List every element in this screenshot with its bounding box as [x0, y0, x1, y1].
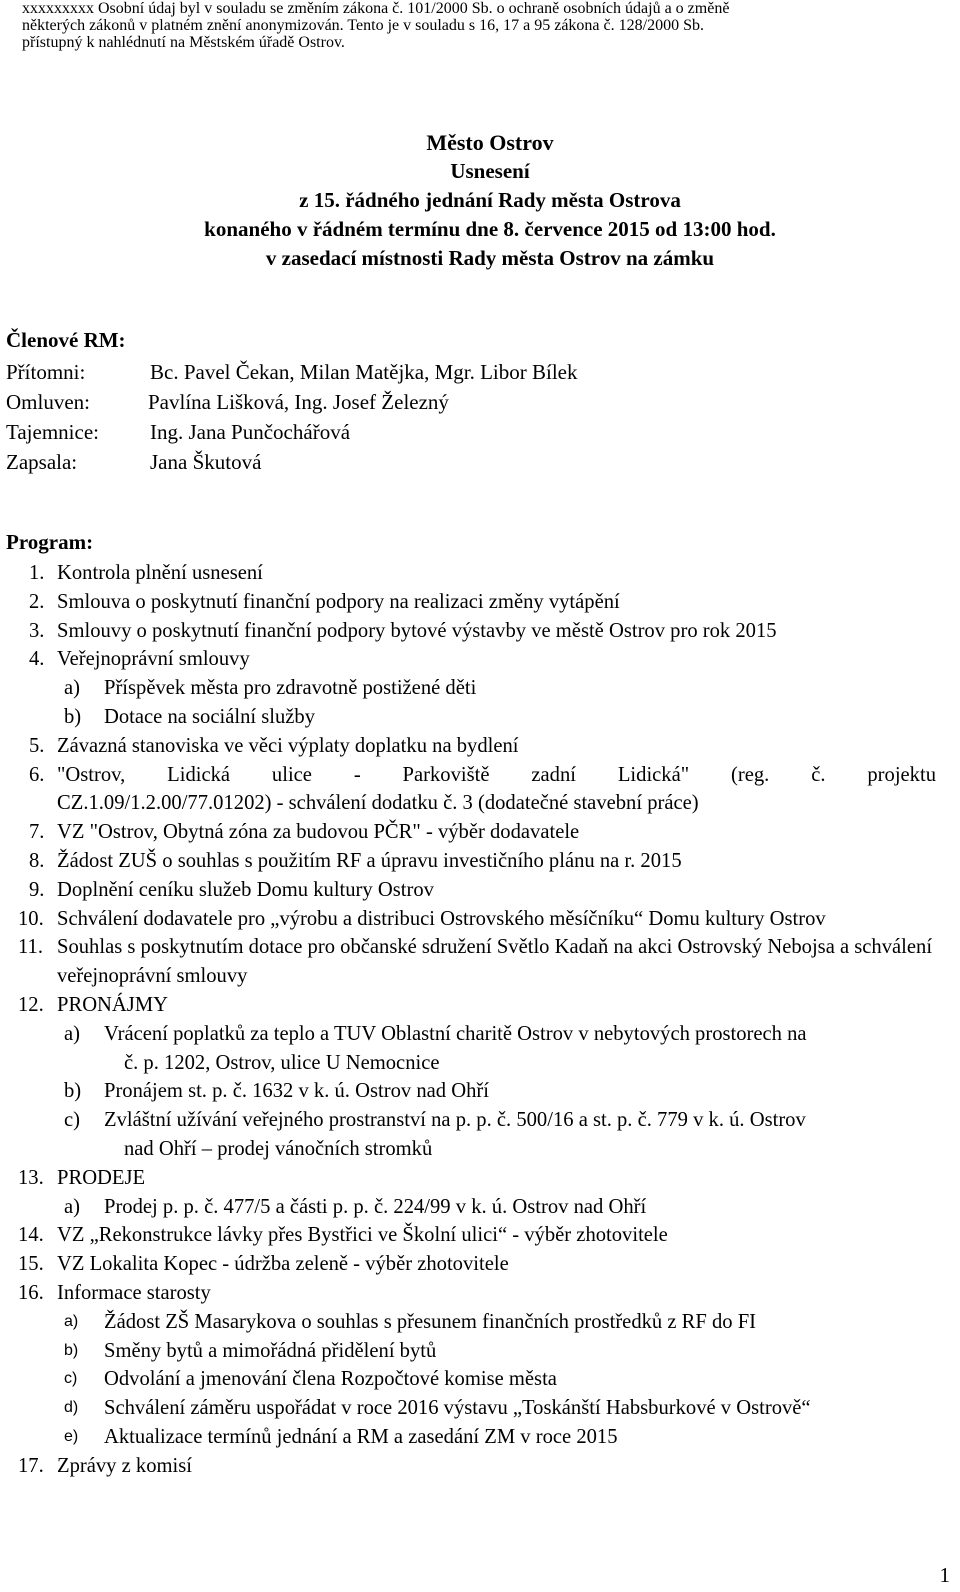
anonymization-notice [22, 0, 952, 51]
sub-letter: b) [64, 1341, 79, 1359]
sub-letter: a) [64, 1195, 80, 1218]
member-label: Tajemnice: [6, 420, 99, 444]
item-text: Kontrola plnění usnesení [57, 562, 263, 584]
item-text: Žádost ZUŠ o souhlas s použitím RF a úpravu investičního plánu na r. 2015 [57, 849, 682, 872]
header-resolution: Usnesení [450, 159, 530, 183]
members-list [6, 357, 906, 477]
notice-line-2: některých zákonů v platném znění anonymizován. Tento je v souladu s 16, 17 a 95 zákona č. 128/2000 Sb. [22, 17, 704, 34]
header-place: v zasedací místnosti Rady města Ostrov na zámku [265, 246, 715, 270]
item-number: 17. [18, 1454, 44, 1477]
sub-text: Schválení záměru uspořádat v roce 2016 výstavu „Toskánští Habsburkové v Ostrově“ [104, 1397, 811, 1420]
list-item [6, 732, 936, 761]
item-number: 13. [18, 1166, 44, 1189]
item-text: Zprávy z komisí [57, 1454, 192, 1477]
sub-item [6, 1193, 936, 1222]
member-row-secretary [6, 417, 906, 447]
sub-letter: b) [64, 705, 82, 728]
item-text: PRONÁJMY [57, 993, 169, 1016]
list-item [6, 933, 936, 991]
sub-item [6, 674, 936, 703]
sub-text: Vrácení poplatků za teplo a TUV Oblastní charitě Ostrov v nebytových prostorech na [104, 1022, 807, 1045]
sub-letter: c) [64, 1109, 80, 1132]
list-item [6, 1250, 936, 1279]
header-meeting: z 15. řádného jednání Rady města Ostrova [299, 188, 681, 212]
item-number: 2. [29, 590, 45, 613]
sub-text: Zvláštní užívání veřejného prostranství na p. p. č. 500/16 a st. p. č. 779 v k. ú. Ostrov [104, 1109, 806, 1132]
item-number: 12. [18, 993, 44, 1016]
item-number: 3. [29, 619, 45, 642]
member-row-recorder [6, 447, 906, 477]
header-city: Město Ostrov [426, 130, 554, 155]
member-label: Omluven: [6, 390, 90, 414]
item-text: PRODEJE [57, 1166, 146, 1189]
list-item [6, 588, 936, 617]
sub-text: Směny bytů a mimořádná přidělení bytů [104, 1339, 437, 1362]
sub-item [6, 1423, 936, 1452]
sub-item [6, 703, 936, 732]
sub-item [6, 1365, 936, 1394]
item-text: Schválení dodavatele pro „výrobu a distribuci Ostrovského měsíčníku“ Domu kultury Ostrov [57, 907, 826, 930]
list-item [6, 1164, 936, 1193]
sub-text: Příspěvek města pro zdravotně postižené děti [104, 677, 477, 700]
item-text: VZ Lokalita Kopec - údržba zeleně - výběr zhotovitele [57, 1253, 509, 1276]
item-number: 8. [29, 849, 45, 872]
sub-letter: a) [64, 1022, 80, 1045]
member-value: Pavlína Lišková, Ing. Josef Železný [148, 390, 449, 414]
item-number: 10. [18, 907, 44, 930]
member-row-present [6, 357, 906, 387]
list-item [6, 1279, 936, 1308]
sub-letter: c) [64, 1370, 78, 1388]
sub-item [6, 1020, 936, 1049]
list-item [6, 876, 936, 905]
item-text: Veřejnoprávní smlouvy [57, 648, 250, 671]
member-label: Zapsala: [6, 450, 78, 474]
members-title: Členové RM: [6, 328, 126, 352]
sub-item [6, 1308, 936, 1337]
member-value: Ing. Jana Punčochářová [150, 420, 351, 444]
list-item [6, 645, 936, 674]
sub-letter: a) [64, 677, 80, 700]
item-text: "Ostrov, Lidická ulice - Parkoviště zadní Lidická" (reg. č. projektu [57, 763, 936, 786]
item-number: 15. [18, 1253, 44, 1276]
item-number: 6. [29, 763, 45, 786]
item-text: VZ "Ostrov, Obytná zóna za budovou PČR" - výběr dodavatele [57, 821, 580, 844]
list-item [6, 1452, 936, 1481]
item-text: Smlouvy o poskytnutí finanční podpory bytové výstavby ve městě Ostrov pro rok 2015 [57, 619, 777, 642]
sub-item [6, 1077, 936, 1106]
list-item [6, 847, 936, 876]
list-item [6, 905, 936, 934]
sub-letter: e) [64, 1427, 79, 1445]
item-text: Doplnění ceníku služeb Domu kultury Ostrov [57, 878, 434, 901]
list-item [6, 818, 936, 847]
item-number: 5. [29, 734, 45, 757]
item-number: 11. [18, 936, 43, 959]
item-text-continued: CZ.1.09/1.2.00/77.01202) - schválení dodatku č. 3 (dodatečné stavební práce) [57, 792, 699, 815]
list-item [6, 1221, 936, 1250]
sub-text: Odvolání a jmenování člena Rozpočtové komise města [104, 1368, 557, 1391]
notice-line-1: xxxxxxxxx Osobní údaj byl v souladu se změním zákona č. 101/2000 Sb. o ochraně osobních údajů a o změně [22, 0, 730, 17]
item-number: 9. [29, 878, 45, 901]
list-item [6, 559, 936, 588]
item-number: 16. [18, 1281, 44, 1304]
item-text: Závazná stanoviska ve věci výplaty doplatku na bydlení [57, 734, 519, 757]
page-number: 1 [939, 1563, 950, 1587]
item-text: Informace starosty [57, 1281, 211, 1304]
item-number: 4. [29, 648, 45, 671]
sub-item [6, 1394, 936, 1423]
program-title: Program: [6, 530, 94, 554]
member-label: Přítomni: [6, 360, 86, 384]
member-value: Bc. Pavel Čekan, Milan Matějka, Mgr. Libor Bílek [150, 360, 578, 384]
item-text: Smlouva o poskytnutí finanční podpory na realizaci změny vytápění [57, 590, 620, 613]
list-item [6, 991, 936, 1020]
sub-item-continued: č. p. 1202, Ostrov, ulice U Nemocnice [124, 1051, 440, 1074]
list-item [6, 617, 936, 646]
item-number: 14. [18, 1224, 44, 1247]
item-number: 7. [29, 821, 45, 844]
header-date: konaného v řádném termínu dne 8. července 2015 od 13:00 hod. [204, 217, 776, 241]
sub-text: Pronájem st. p. č. 1632 v k. ú. Ostrov nad Ohří [104, 1080, 489, 1103]
item-number: 1. [29, 562, 45, 584]
list-item [6, 761, 936, 819]
sub-item [6, 1337, 936, 1366]
sub-letter: b) [64, 1080, 82, 1103]
member-value: Jana Škutová [150, 450, 262, 474]
item-text: Souhlas s poskytnutím dotace pro občanské sdružení Světlo Kadaň na akci Ostrovský Nebojsa a schválení veřejnoprávní smlouvy [57, 936, 933, 988]
sub-text: Prodej p. p. č. 477/5 a části p. p. č. 224/99 v k. ú. Ostrov nad Ohří [104, 1195, 647, 1218]
item-text: VZ „Rekonstrukce lávky přes Bystřici ve Školní ulici“ - výběr zhotovitele [57, 1224, 668, 1247]
sub-letter: a) [64, 1312, 79, 1330]
program-list [6, 559, 936, 1481]
member-row-excused [6, 387, 906, 417]
sub-text: Aktualizace termínů jednání a RM a zasedání ZM v roce 2015 [104, 1425, 618, 1448]
sub-item [6, 1106, 936, 1135]
sub-item-continued: nad Ohří – prodej vánočních stromků [124, 1137, 433, 1160]
sub-text: Dotace na sociální služby [104, 705, 316, 728]
sub-letter: d) [64, 1399, 79, 1417]
document-header [0, 128, 960, 273]
sub-text: Žádost ZŠ Masarykova o souhlas s přesunem finančních prostředků z RF do FI [104, 1310, 757, 1333]
notice-line-3: přístupný k nahlédnutí na Městském úřadě Ostrov. [22, 34, 345, 51]
